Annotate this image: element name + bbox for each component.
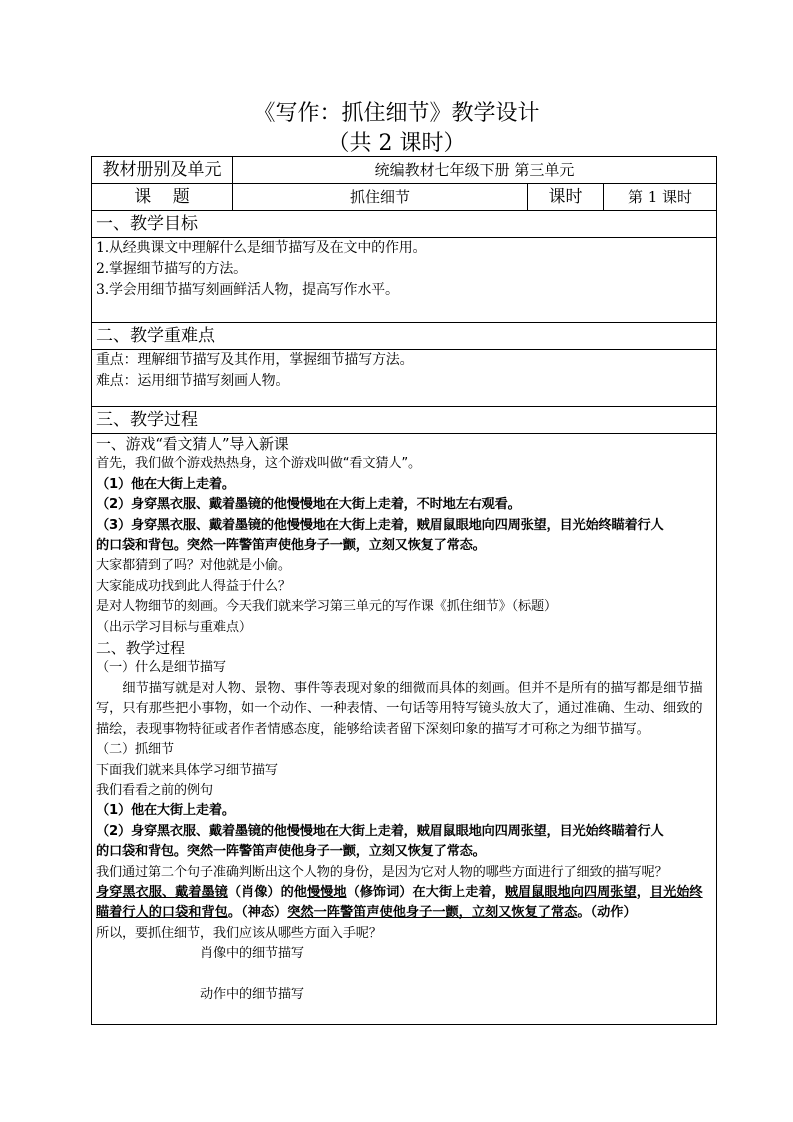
goal-item: 3.学会用细节描写刻画鲜活人物，提高写作水平。: [96, 282, 399, 298]
method-action: 动作中的细节描写: [200, 986, 304, 1002]
learn-text: 下面我们就来具体学习细节描写: [96, 762, 278, 778]
question-3: 是对人物细节的刻画。今天我们就来学习第三单元的写作课《抓住细节》（标题）: [96, 599, 557, 615]
goal-item: 1.从经典课文中理解什么是细节描写及在文中的作用。: [96, 240, 427, 256]
goals-heading-row: [92, 211, 717, 238]
analysis-gaze: 光始终瞄着行人的口袋和背包: [96, 884, 703, 921]
question-2: 大家能成功找到此人得益于什么？: [96, 578, 291, 594]
sub2-title: （二）抓细节: [96, 742, 174, 758]
example-2b-line2: 的口袋和背包。突然一阵警笛声使他身子一颤，立刻又恢复了常态。: [96, 844, 486, 860]
analysis-portrait: 身穿黑衣服、戴着墨镜: [96, 884, 228, 900]
example-3-line2: 的口袋和背包。突然一阵警笛声使他身子一颤，立刻又恢复了常态。: [96, 538, 486, 554]
analysis-portrait-tag: （肖像）: [227, 884, 281, 900]
example-2: （2）身穿黑衣服、戴着墨镜的他慢慢地在大街上走着，不时地左右观看。: [96, 497, 521, 513]
textbook-value: 统编教材七年级下册 第三单元: [233, 157, 717, 184]
focus-point: 重点：理解细节描写及其作用，掌握细节描写方法。: [96, 352, 414, 368]
analysis-he: 的他: [280, 884, 307, 900]
textbook-row: [92, 157, 717, 184]
part1-title: 一、游戏“看文猜人”导入新课: [96, 435, 289, 453]
analysis-expression: 贼眉鼠眼地向四周张望: [504, 884, 637, 900]
definition-paragraph: 细节描写就是对人物、景物、事件等表现对象的细微而具体的刻画。但并不是所有的描写都是细节描写，只有那些把小事物，如一个动作、一种表情、一句话等用特写镜头放大了，通过准确、生动、细致的描绘，表现事物特征或者作者情感态度，能够给读者留下深刻印象的描写才可称之为细节描写。: [96, 680, 703, 737]
period-value: 第 1 课时: [604, 184, 717, 211]
process-heading: 三、教学过程: [92, 407, 717, 434]
question-1: 大家都猜到了吗？对他就是小偷。: [96, 558, 291, 574]
goals-content-row: [92, 238, 717, 323]
process-heading-row: [92, 407, 717, 434]
analysis-modifier-tag: （修饰词）在大街上走着，: [346, 884, 505, 900]
example-3-line1: （3）身穿黑衣服、戴着墨镜的他慢慢地在大街上走着，贼眉鼠眼地向四周张望，目光始终瞄着行人: [96, 517, 664, 533]
part2-title: 二、教学过程: [96, 639, 185, 658]
intro-text: 首先，我们做个游戏热热身，这个游戏叫做“看文猜人”。: [96, 456, 421, 472]
sub1-title: （一）什么是细节描写: [96, 660, 226, 676]
look-text: 我们看看之前的例句: [96, 782, 213, 798]
period-label: 课时: [528, 184, 604, 211]
how-question: 所以，要抓住细节，我们应该从哪些方面入手呢？: [96, 925, 382, 941]
document-subtitle: （共 2 课时）: [327, 131, 466, 156]
analysis-expression-tag: 。（神态）: [227, 905, 288, 921]
example-1b: （1）他在大街上走着。: [96, 803, 235, 819]
show-goals-note: （出示学习目标与重难点）: [96, 619, 252, 635]
example-2b-line1: （2）身穿黑衣服、戴着墨镜的他慢慢地在大街上走着，贼眉鼠眼地向四周张望，目光始终瞄着行人: [96, 823, 664, 839]
analysis-question: 我们通过第二个句子准确判断出这个人物的身份，是因为它对人物的哪些方面进行了细致的描写呢？: [96, 864, 668, 880]
spacer: [96, 965, 712, 985]
analysis-action: 突然一阵警笛声使他身子一颤，立刻又恢复了常态: [287, 905, 578, 921]
topic-row: [92, 184, 717, 211]
textbook-label: 教材册别及单元: [92, 157, 233, 184]
goals-heading: 一、教学目标: [92, 211, 717, 238]
keypoints-content-row: [92, 350, 717, 407]
keypoints-heading-row: [92, 323, 717, 350]
keypoints-heading: 二、教学重难点: [92, 323, 717, 350]
document-title: 《写作：抓住细节》教学设计: [253, 101, 540, 126]
topic-label: 课 题: [92, 184, 233, 211]
analysis-gaze-start: 目: [649, 884, 664, 900]
analysis-action-tag: 。（动作）: [577, 905, 637, 921]
method-portrait: 肖像中的细节描写: [200, 946, 304, 962]
analysis-modifier: 慢慢地: [307, 884, 347, 900]
example-1: （1）他在大街上走着。: [96, 476, 235, 492]
goal-item: 2.掌握细节描写的方法。: [96, 261, 247, 277]
process-content-row: [92, 434, 717, 1025]
difficulty-point: 难点：运用细节描写刻画人物。: [96, 373, 290, 389]
topic-value: 抓住细节: [233, 184, 528, 211]
analysis-comma: ，: [636, 884, 650, 900]
analysis-paragraph: [96, 883, 712, 924]
lesson-plan-table: [91, 156, 717, 1025]
